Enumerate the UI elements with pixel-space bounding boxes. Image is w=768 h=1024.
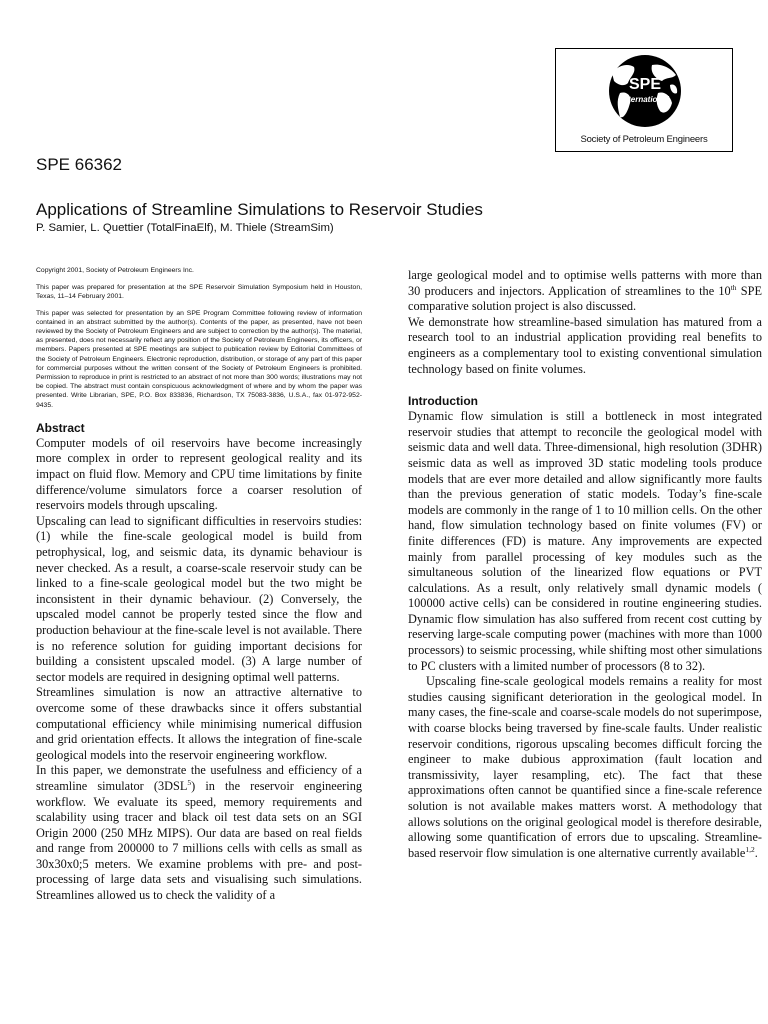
text-run: Upscaling fine-scale geological models remains a reality for most studies causing significant deterioration in the geological model. In many cases, the fine-scale and coarse-scale models do not superimpose, with coarse blocks being traversed by fine-scale faults. Under realistic reservoir conditions, rigorous upscaling becomes difficult forcing the engineer to make dubious approximation (fault location and transmissivity, layer resampling, etc). The fact that these approximations often cannot be quantified since a fine-scale reference solution is not available makes matters worst. A methodology that allows solutions on the original geological model is therefore desirable, allowing some quantification of errors due to upscaling. Streamline-based reservoir flow simulation is one alternative currently available xyxy=(408,674,762,860)
abstract-paragraph: Computer models of oil reservoirs have become increasingly more complex in order to represent geological reality and its impact on fluid flow. Memory and CPU time limitations by finite difference/volume simulators force a coarser resolution of reservoirs models through upscaling. xyxy=(36,435,362,513)
introduction-paragraph: Dynamic flow simulation is still a bottleneck in most integrated reservoir studies that attempt to reconcile the geological model with seismic data and well data. Three-dimensional, high resolution (3DHR) seismic data as well as improved 3D static modeling tools produce models that are ever more detailed and allow significantly more faults than the previous generation of static models. Today’s fine-scale models are commonly in the range of 1 to 10 million cells. On the other hand, flow simulation technology based on finite volumes (FV) or finite differences (FD) is mature. Any improvements are expected mainly from parallel processing of key modules such as the simultaneous solution of the linearized flow equations or PVT calculations. As a result, only relatively small dynamic models ( 100000 active cells) can be considered in routine engineering studies. Dynamic flow simulation has also suffered from recent cost cutting by reserving large-scale computing power (machines with more than 1000 processors) to seismic processing, while shifting most other simulations to PC clusters with a limited number of processors (8 to 32). xyxy=(408,409,762,673)
introduction-heading: Introduction xyxy=(408,394,478,409)
reference-superscript: 1,2 xyxy=(745,844,755,854)
abstract-section xyxy=(36,420,362,904)
text-run: In this paper, we demonstrate the usefulness and efficiency of a streamline simulator (3DSL xyxy=(36,763,362,793)
abstract-paragraph: We demonstrate how streamline-based simulation has matured from a research tool to an industrial application providing real benefits to engineers as a complementary tool to existing conventional simulation technology based on finite volumes. xyxy=(408,314,762,376)
reference-superscript: 5 xyxy=(187,777,192,787)
spe-logo xyxy=(555,48,733,152)
logo-subtitle: International xyxy=(620,95,670,104)
text-run: large geological model and to optimise wells patterns with more than 30 producers and injectors. Application of streamlines to the 10 xyxy=(408,268,762,298)
paper-title: Applications of Streamline Simulations to Reservoir Studies xyxy=(36,200,483,219)
left-column xyxy=(36,266,362,904)
paper-number: SPE 66362 xyxy=(36,155,123,174)
selection-notice: This paper was selected for presentation by an SPE Program Committee following review of information contained in an abstract submitted by the author(s). Contents of the paper, as presented, have not been reviewed by the Society of Petroleum Engineers and are subject to correction by the author(s). The material, as presented, does not necessarily reflect any position of the Society of Petroleum Engineers, its officers, or members. Papers presented at SPE meetings are subject to publication review by Editorial Committees of the Society of Petroleum Engineers. Electronic reproduction, distribution, or storage of any part of this paper for commercial purposes without the written consent of the Society of Petroleum Engineers is prohibited. Permission to reproduce in print is restricted to an abstract of not more than 300 words; illustrations may not be copied. The abstract must contain conspicuous acknowledgment of where and by whom the paper was presented. Write Librarian, SPE, P.O. Box 833836, Richardson, TX 75083-3836, U.S.A., fax 01-972-952-9435. xyxy=(36,309,362,409)
right-column xyxy=(408,268,762,861)
abstract-paragraph xyxy=(408,268,762,315)
abstract-paragraph: Streamlines simulation is now an attractive alternative to overcome some of these drawbacks since it offers substantial computational efficiency while minimising numerical diffusion and grid orientation effects. It allows the integration of fine-scale geological models into the reservoir engineering workflow. xyxy=(36,685,362,762)
abstract-heading: Abstract xyxy=(36,420,85,435)
text-run: . xyxy=(754,845,758,860)
ordinal-superscript: th xyxy=(730,282,737,292)
globe-icon xyxy=(584,53,706,129)
paper-authors: P. Samier, L. Quettier (TotalFinaElf), M. Thiele (StreamSim) xyxy=(36,222,334,234)
presentation-notice: This paper was prepared for presentation at the SPE Reservoir Simulation Symposium held in Houston, Texas, 11–14 February 2001. xyxy=(36,284,362,301)
introduction-paragraph xyxy=(408,674,762,861)
logo-caption: Society of Petroleum Engineers xyxy=(580,134,708,145)
text-run: SPE comparative solution project is also discussed. xyxy=(408,283,763,314)
text-run: ) in the reservoir engineering workflow. We evaluate its speed, memory requirements and scalability using tracer and black oil test data sets on an SGI Origin 2000 (250 MHz MIPS). Our data are based on real fields and range from 200000 to 7 millions cells with cells as small as 30x30x0;5 meters. We examine problems with pre- and post-processing of large data sets and visualising such simulations. Streamlines allowed us to check the validity of a xyxy=(36,778,362,903)
abstract-paragraph: Upscaling can lead to significant difficulties in reservoirs studies: (1) while the fine-scale geological model is build from petrophysical, log, and seismic data, its dynamic behaviour is never checked. As a result, a coarse-scale reservoir study can be linked to a fine-scale geological model but the two might be inconsistent in their dynamic behaviour. (2) Conversely, the upscaled model cannot be properly tested since the flow and production behaviour at the fine-scale level is not available. There is no reference solution for guiding important decisions for building a consistent upscaled model. (3) A large number of sector models are required in designing optimal well patterns. xyxy=(36,513,362,684)
logo-acronym: SPE xyxy=(628,76,662,93)
copyright-notice: Copyright 2001, Society of Petroleum Engineers Inc. xyxy=(36,267,194,274)
abstract-paragraph xyxy=(36,763,362,903)
